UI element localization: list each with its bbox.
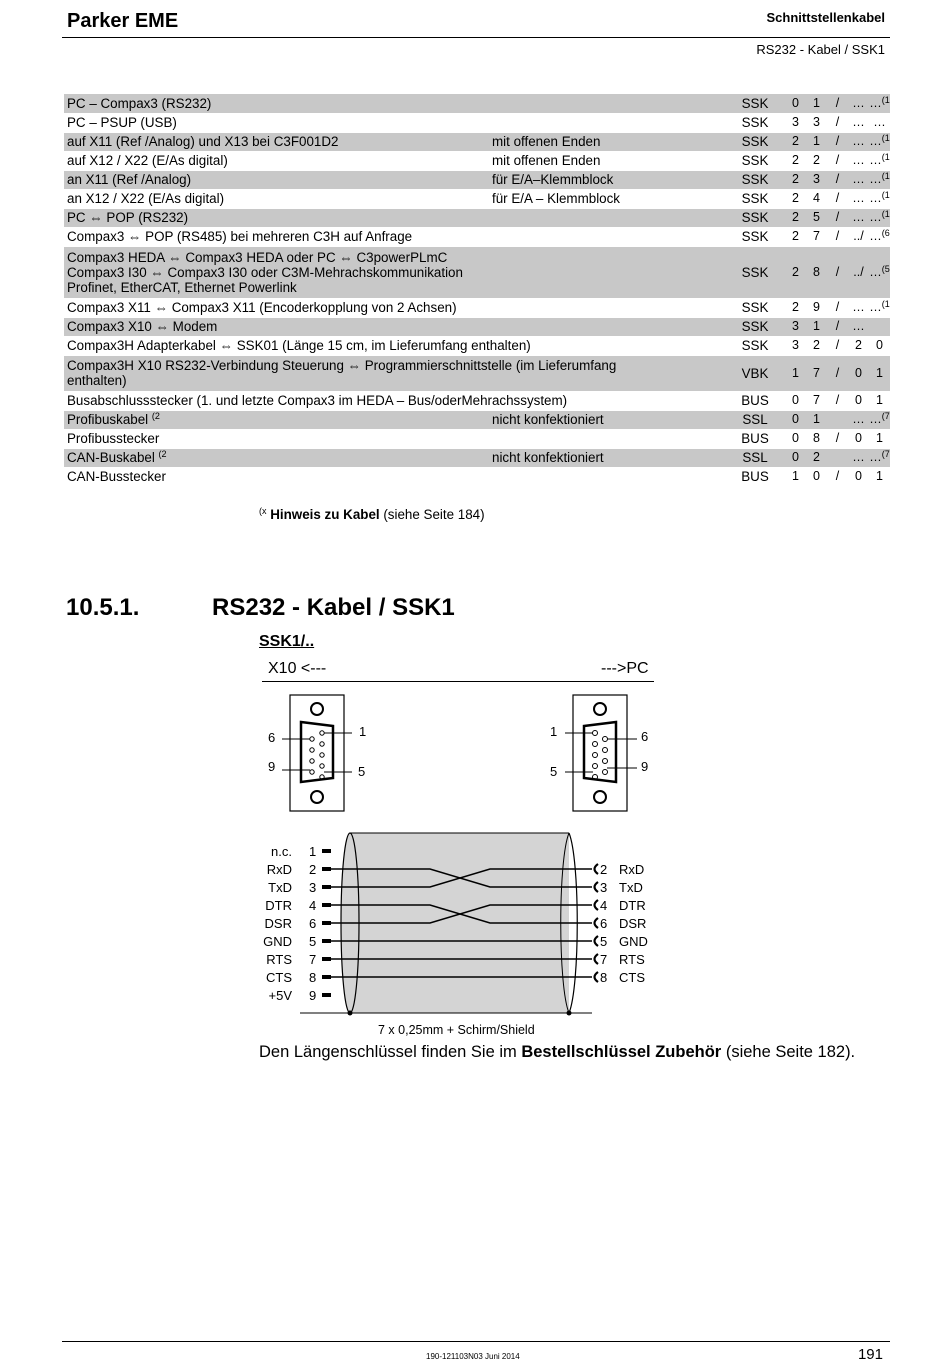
row-digit: 9 [806,298,827,317]
header-subtitle: RS232 - Kabel / SSK1 [756,42,885,57]
row-digit: 1 [785,467,806,486]
row-digit: …$^{(1}$ [869,170,890,189]
row-note: mit offenen Enden [489,132,722,151]
row-note: für E/A–Klemmblock [489,170,722,189]
row-digit: 1 [806,132,827,151]
row-digit: / [827,189,848,208]
left-pin-number: 8 [309,970,317,985]
left-signal-label: TxD [268,880,292,895]
right-socket [595,882,599,892]
row-digit: … [848,151,869,170]
row-digit: 3 [785,317,806,336]
right-pin1-label: 1 [550,724,558,739]
row-code: SSK [722,298,785,317]
right-socket [595,954,599,964]
row-digit: 0 [869,336,890,355]
row-code: SSK [722,317,785,336]
left-terminal [322,903,331,907]
row-digit: 1 [806,94,827,113]
row-note: nicht konfektioniert [489,448,722,467]
row-digit: 0 [785,448,806,467]
row-digit: 0 [848,355,869,391]
row-digit: 3 [806,170,827,189]
row-digit: / [827,208,848,227]
row-digit: …$^{(1}$ [869,132,890,151]
row-code: BUS [722,467,785,486]
right-signal-label: CTS [619,970,645,985]
row-digit: 0 [785,94,806,113]
left-terminal [322,885,331,889]
cable-spec: 7 x 0,25mm + Schirm/Shield [378,1023,535,1037]
left-pin-number: 3 [309,880,317,895]
row-description: Busabschlussstecker (1. und letzte Compax3 im HEDA – Bus/oderMehrachssystem) [64,391,722,410]
cable-name: SSK1/.. [259,633,315,650]
left-terminal [322,939,331,943]
row-digit: … [848,410,869,429]
right-pin-number: 5 [600,934,608,949]
right-socket [595,900,599,910]
right-pin-number: 2 [600,862,608,877]
row-description: CAN-Buskabel $^{(2}$ [64,448,489,467]
left-pin1-label: 1 [359,724,367,739]
row-digit: … [848,132,869,151]
row-digit: / [827,317,848,336]
row-digit: 1 [806,410,827,429]
row-digit: … [848,298,869,317]
row-digit: 2 [806,336,827,355]
row-digit: / [827,132,848,151]
left-signal-label: n.c. [271,844,292,859]
row-digit: 0 [848,429,869,448]
row-digit: … [848,94,869,113]
row-digit: …$^{(7}$ [869,410,890,429]
row-code: SSK [722,151,785,170]
row-digit: 0 [848,467,869,486]
row-digit: / [827,355,848,391]
length-key-note: Den Längenschlüssel finden Sie im Bestellschlüssel Zubehör (siehe Seite 182). [259,1043,856,1061]
row-digit: 0 [806,467,827,486]
row-digit: …$^{(1}$ [869,94,890,113]
left-terminal [322,849,331,853]
right-pin9-label: 9 [641,759,649,774]
right-socket [595,972,599,982]
row-digit: ../ [848,246,869,298]
row-digit: … [848,189,869,208]
left-pin-number: 6 [309,916,317,931]
row-digit: 3 [806,113,827,132]
cable-hint: $^{(x}$ Hinweis zu Kabel (siehe Seite 184) [259,506,485,522]
row-digit: 2 [785,246,806,298]
row-code: SSL [722,448,785,467]
right-socket [595,918,599,928]
row-digit: … [848,113,869,132]
row-digit: 5 [806,208,827,227]
left-signal-label: CTS [266,970,292,985]
row-digit: 2 [806,151,827,170]
right-pin5-label: 5 [550,764,558,779]
row-digit: 4 [806,189,827,208]
left-pin-number: 7 [309,952,317,967]
row-digit: / [827,151,848,170]
row-digit: 7 [806,355,827,391]
row-description: Compax3 ⇔ POP (RS485) bei mehreren C3H auf Anfrage [64,227,722,246]
row-digit: 2 [785,151,806,170]
row-description: Compax3 X10 ⇔ Modem [64,317,722,336]
row-digit: 7 [806,391,827,410]
left-pin9-label: 9 [268,759,276,774]
row-description: PC – PSUP (USB) [64,113,722,132]
row-digit: / [827,391,848,410]
left-end-label: X10 <--- [268,660,327,677]
right-pin-number: 3 [600,880,608,895]
left-terminal [322,921,331,925]
row-digit: 0 [785,410,806,429]
right-dsub-connector [550,695,648,811]
section-number: 10.5.1. [66,594,140,621]
footer-rule [62,1341,890,1342]
right-signal-label: TxD [619,880,643,895]
row-digit: / [827,94,848,113]
row-digit: …$^{(1}$ [869,208,890,227]
row-digit: … [848,208,869,227]
row-description: Compax3 X11 ⇔ Compax3 X11 (Encoderkopplung von 2 Achsen) [64,298,722,317]
section-title: RS232 - Kabel / SSK1 [212,594,455,621]
row-description: CAN-Busstecker [64,467,722,486]
row-digit: 0 [785,391,806,410]
left-signal-label: +5V [268,988,292,1003]
row-digit: / [827,467,848,486]
row-digit: 2 [785,227,806,246]
right-socket [595,936,599,946]
row-digit: … [869,113,890,132]
left-signal-label: RxD [266,862,292,877]
row-description: PC – Compax3 (RS232) [64,94,722,113]
row-digit: … [848,448,869,467]
row-description: Compax3H X10 RS232-Verbindung Steuerung ⇔ Programmierschnittstelle (im Lieferumfang enthalten) [64,355,722,391]
row-digit: 7 [806,227,827,246]
row-description: an X12 / X22 (E/As digital) [64,189,489,208]
right-signal-label: DSR [619,916,647,931]
left-signal-label: GND [263,934,292,949]
left-terminal [322,867,331,871]
row-digit: … [848,170,869,189]
row-digit: 3 [785,113,806,132]
chapter-title: Schnittstellenkabel [766,10,885,25]
row-description: PC ⇔ POP (RS232) [64,208,722,227]
row-digit: …$^{(1}$ [869,151,890,170]
left-signal-label: RTS [266,952,292,967]
row-digit: 1 [869,355,890,391]
brand-title: Parker EME [67,10,179,32]
row-code: BUS [722,429,785,448]
right-signal-label: RTS [619,952,645,967]
left-pin-number: 4 [309,898,317,913]
row-code: SSK [722,227,785,246]
row-code: SSK [722,113,785,132]
left-signal-label: DSR [264,916,292,931]
row-code: SSK [722,246,785,298]
right-end-label: --->PC [601,660,649,677]
row-note: für E/A – Klemmblock [489,189,722,208]
row-description: Profibuskabel $^{(2}$ [64,410,489,429]
document-number: 190-121103N03 Juni 2014 [426,1352,520,1361]
right-signal-label: GND [619,934,648,949]
right-signal-label: DTR [619,898,646,913]
left-pin-number: 1 [309,844,317,859]
right-signal-label: RxD [619,862,645,877]
row-digit: ../ [848,227,869,246]
row-digit: 8 [806,246,827,298]
row-code: SSL [722,410,785,429]
row-digit: … [848,317,869,336]
left-pin5-label: 5 [358,764,366,779]
row-code: SSK [722,132,785,151]
row-digit: 8 [806,429,827,448]
row-digit: 1 [785,355,806,391]
row-digit: 1 [869,429,890,448]
row-code: BUS [722,391,785,410]
row-digit: 2 [848,336,869,355]
left-terminal [322,957,331,961]
left-signal-label: DTR [265,898,292,913]
row-description: auf X11 (Ref /Analog) und X13 bei C3F001D2 [64,132,489,151]
page-number: 191 [857,1346,883,1363]
left-dsub-connector [268,695,366,811]
row-digit: 2 [806,448,827,467]
row-digit: 2 [785,298,806,317]
row-digit: / [827,227,848,246]
cable-shield [300,833,592,1016]
row-description: Profibusstecker [64,429,722,448]
row-code: SSK [722,208,785,227]
right-pin-number: 4 [600,898,608,913]
row-digit: …$^{(7}$ [869,448,890,467]
row-note: mit offenen Enden [489,151,722,170]
left-pin-number: 5 [309,934,317,949]
row-digit: / [827,298,848,317]
right-socket [595,864,599,874]
row-digit: 1 [869,391,890,410]
right-pin-number: 7 [600,952,608,967]
row-note: nicht konfektioniert [489,410,722,429]
row-digit: / [827,170,848,189]
row-description: an X11 (Ref /Analog) [64,170,489,189]
row-description: Compax3H Adapterkabel ⇔ SSK01 (Länge 15 cm, im Lieferumfang enthalten) [64,336,722,355]
row-digit: 0 [785,429,806,448]
left-terminal [322,975,331,979]
row-digit: …$^{(5}$ [869,246,890,298]
row-digit: …$^{(1}$ [869,298,890,317]
row-digit: …$^{(6}$ [869,227,890,246]
row-digit: 2 [785,170,806,189]
row-digit: / [827,336,848,355]
row-digit: / [827,246,848,298]
left-pin-number: 2 [309,862,317,877]
row-digit: 0 [848,391,869,410]
row-code: SSK [722,170,785,189]
row-digit: 2 [785,208,806,227]
row-description: Compax3 HEDA ⇔ Compax3 HEDA oder PC ⇔ C3powerPLmC Compax3 I30 ⇔ Compax3 I30 oder C3M-Mehrachskommunikation Profinet, EtherCAT, Ethernet Powerlink [64,246,722,298]
row-digit: / [827,113,848,132]
right-pin-number: 6 [600,916,608,931]
row-code: SSK [722,94,785,113]
row-code: VBK [722,355,785,391]
row-digit: 2 [785,189,806,208]
right-pin-number: 8 [600,970,608,985]
row-digit: 1 [869,467,890,486]
row-digit: 2 [785,132,806,151]
right-pin6-label: 6 [641,729,649,744]
row-digit: …$^{(1}$ [869,189,890,208]
row-digit: 1 [806,317,827,336]
row-description: auf X12 / X22 (E/As digital) [64,151,489,170]
row-digit: / [827,429,848,448]
row-digit: 3 [785,336,806,355]
left-pin6-label: 6 [268,730,276,745]
row-code: SSK [722,336,785,355]
left-terminal [322,993,331,997]
left-pin-number: 9 [309,988,317,1003]
row-code: SSK [722,189,785,208]
